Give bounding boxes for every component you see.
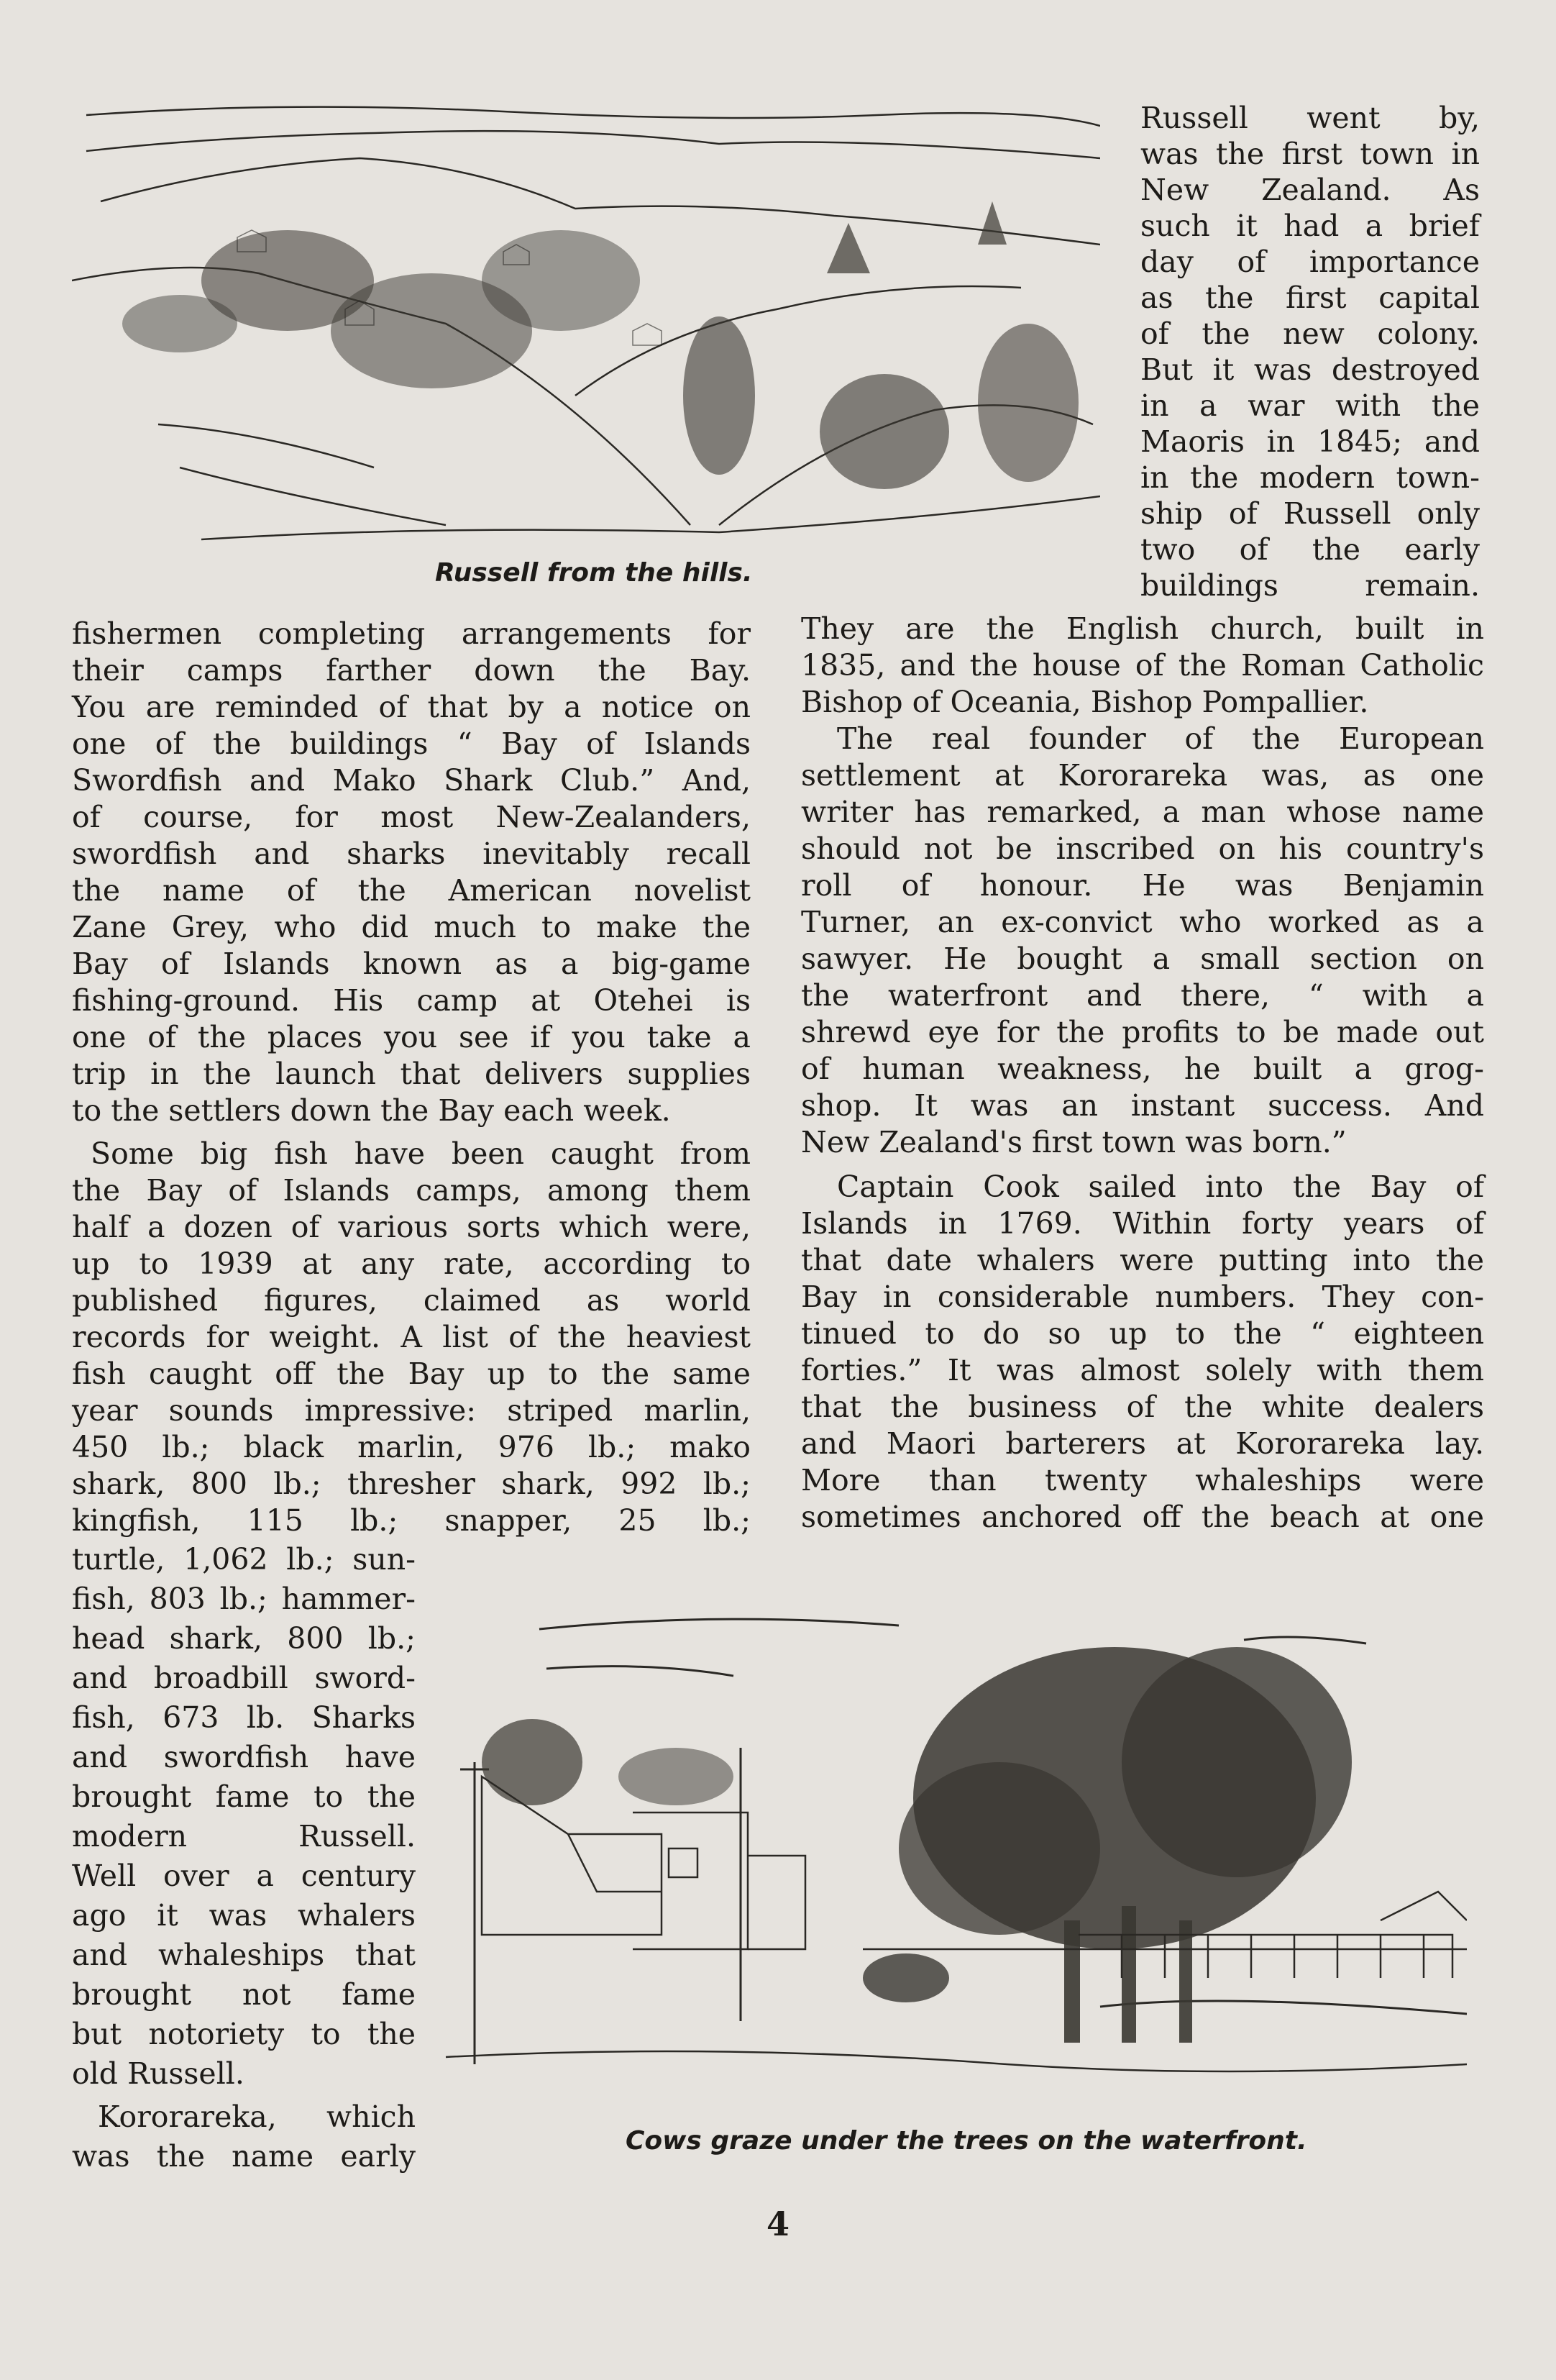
text-line: fish, 803 lb.; hammer- — [72, 1582, 416, 1616]
text-line: But it was destroyed — [1140, 352, 1480, 387]
text-line: Russell went by, — [1140, 101, 1480, 135]
text-line: Bishop of Oceania, Bishop Pompallier. — [801, 685, 1369, 719]
figure-russell-from-hills — [72, 94, 1100, 554]
text-line: records for weight. A list of the heaviest — [72, 1320, 751, 1354]
text-line: New Zealand's first town was born.” — [801, 1125, 1347, 1159]
waterfront-illustration — [431, 1546, 1467, 2107]
text-line: was the name early — [72, 2139, 416, 2174]
text-line: of human weakness, he built a grog- — [801, 1052, 1484, 1086]
text-line: Swordfish and Mako Shark Club.” And, — [72, 763, 751, 798]
text-line: should not be inscribed on his country's — [801, 831, 1484, 866]
text-line: ago it was whalers — [72, 1898, 416, 1933]
text-line: year sounds impressive: striped marlin, — [72, 1393, 751, 1428]
text-line: such it had a brief — [1140, 209, 1480, 243]
text-line: New Zealand. As — [1140, 173, 1480, 207]
text-line: and whaleships that — [72, 1938, 416, 1972]
text-line: and swordfish have — [72, 1740, 416, 1774]
text-line: Zane Grey, who did much to make the — [72, 910, 751, 944]
text-line: Islands in 1769. Within forty years of — [801, 1206, 1484, 1241]
text-line: and Maori barterers at Kororareka lay. — [801, 1426, 1484, 1461]
text-line: one of the buildings “ Bay of Islands — [72, 726, 751, 761]
text-line: You are reminded of that by a notice on — [72, 690, 751, 724]
text-line: fish, 673 lb. Sharks — [72, 1700, 416, 1735]
text-line: Well over a century — [72, 1859, 416, 1893]
text-line: sometimes anchored off the beach at one — [801, 1500, 1484, 1534]
text-line: Bay of Islands known as a big-game — [72, 947, 751, 981]
text-line: fishing-ground. His camp at Otehei is — [72, 983, 751, 1018]
text-line: Some big fish have been caught from — [91, 1136, 751, 1171]
text-line: that the business of the white dealers — [801, 1390, 1484, 1424]
text-line: but notoriety to the — [72, 2017, 416, 2051]
text-line: Bay in considerable numbers. They con- — [801, 1280, 1484, 1314]
text-line: trip in the launch that delivers supplies — [72, 1057, 751, 1091]
text-line: brought not fame — [72, 1977, 416, 2012]
text-line: published figures, claimed as world — [72, 1283, 751, 1318]
text-line: their camps farther down the Bay. — [72, 653, 751, 688]
text-line: turtle, 1,062 lb.; sun- — [72, 1542, 416, 1577]
text-line: sawyer. He bought a small section on — [801, 941, 1484, 976]
text-line: head shark, 800 lb.; — [72, 1621, 416, 1656]
text-line: one of the places you see if you take a — [72, 1020, 751, 1054]
text-line: buildings remain. — [1140, 568, 1480, 603]
text-line: and broadbill sword- — [72, 1661, 416, 1695]
text-line: shark, 800 lb.; thresher shark, 992 lb.; — [72, 1467, 751, 1501]
text-line: fish caught off the Bay up to the same — [72, 1357, 751, 1391]
text-line: of the new colony. — [1140, 316, 1480, 351]
text-line: swordfish and sharks inevitably recall — [72, 836, 751, 871]
text-line: the Bay of Islands camps, among them — [72, 1173, 751, 1208]
text-line: tinued to do so up to the “ eighteen — [801, 1316, 1484, 1351]
text-line: shrewd eye for the profits to be made out — [801, 1015, 1484, 1049]
text-line: old Russell. — [72, 2056, 244, 2091]
text-line: as the first capital — [1140, 281, 1480, 315]
text-line: the waterfront and there, “ with a — [801, 978, 1484, 1013]
text-line: roll of honour. He was Benjamin — [801, 868, 1484, 903]
text-line: ship of Russell only — [1140, 496, 1480, 531]
text-line: 1835, and the house of the Roman Catholic — [801, 648, 1484, 683]
text-line: day of importance — [1140, 245, 1480, 279]
text-line: Maoris in 1845; and — [1140, 424, 1480, 459]
text-line: fishermen completing arrangements for — [72, 616, 751, 651]
text-line: in the modern town- — [1140, 460, 1480, 495]
text-line: two of the early — [1140, 532, 1480, 567]
text-line: shop. It was an instant success. And — [801, 1088, 1484, 1123]
text-line: forties.” It was almost solely with them — [801, 1353, 1484, 1387]
figure-waterfront — [431, 1546, 1467, 2107]
text-line: writer has remarked, a man whose name — [801, 795, 1484, 829]
text-line: in a war with the — [1140, 388, 1480, 423]
text-line: brought fame to the — [72, 1779, 416, 1814]
text-line: The real founder of the European — [837, 721, 1484, 756]
russell-hills-illustration — [72, 94, 1100, 554]
text-line: kingfish, 115 lb.; snapper, 25 lb.; — [72, 1503, 751, 1538]
text-line: More than twenty whaleships were — [801, 1463, 1484, 1497]
text-line: modern Russell. — [72, 1819, 416, 1854]
text-line: Captain Cook sailed into the Bay of — [837, 1170, 1484, 1204]
text-line: 450 lb.; black marlin, 976 lb.; mako — [72, 1430, 751, 1464]
text-line: was the first town in — [1140, 137, 1480, 171]
text-line: to the settlers down the Bay each week. — [72, 1093, 671, 1128]
text-line: Turner, an ex-convict who worked as a — [801, 905, 1484, 939]
page-number: 4 — [766, 2205, 790, 2243]
text-line: half a dozen of various sorts which were, — [72, 1210, 751, 1244]
text-line: They are the English church, built in — [801, 611, 1484, 646]
text-line: settlement at Kororareka was, as one — [801, 758, 1484, 793]
text-line: the name of the American novelist — [72, 873, 751, 908]
text-line: of course, for most New-Zealanders, — [72, 800, 751, 834]
text-line: that date whalers were putting into the — [801, 1243, 1484, 1277]
figure-caption: Russell from the hills. — [435, 558, 753, 588]
text-line: Kororareka, which — [98, 2099, 416, 2134]
figure-caption: Cows graze under the trees on the waterfront. — [626, 2126, 1307, 2156]
text-line: up to 1939 at any rate, according to — [72, 1246, 751, 1281]
